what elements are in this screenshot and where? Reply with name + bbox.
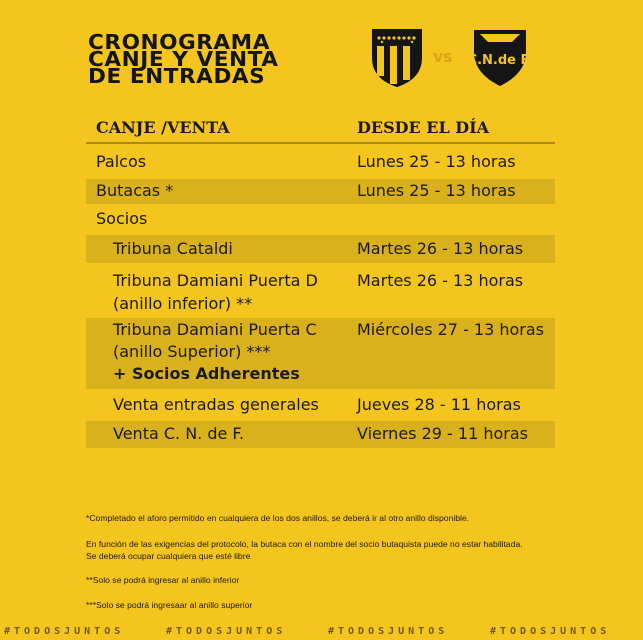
footnote: Se deberá ocupar cualquiera que esté libre	[86, 551, 251, 561]
row-label: Socios	[96, 209, 148, 228]
row-label: Tribuna Damiani Puerta C	[113, 320, 317, 339]
title-line-1: CRONOGRAMA	[88, 30, 270, 54]
table-row	[86, 318, 555, 389]
footnote: *Completado el aforo permitido en cualquiera de los dos anillos, se deberá ir al otro anillo disponible.	[86, 513, 470, 523]
table-row	[86, 235, 555, 263]
row-label: + Socios Adherentes	[113, 364, 300, 383]
row-label: Tribuna Damiani Puerta D	[113, 271, 318, 290]
title-line-3: DE ENTRADAS	[88, 64, 266, 88]
table-row	[86, 179, 555, 204]
table-header	[86, 112, 555, 144]
row-date: Miércoles 27 - 13 horas	[357, 320, 545, 339]
hashtag: #TODOSJUNTOS	[166, 626, 287, 637]
row-label: Venta entradas generales	[113, 395, 319, 414]
row-date: Lunes 25 - 13 horas	[357, 152, 516, 171]
hashtag: #TODOSJUNTOS	[328, 626, 449, 637]
header-canje-venta: CANJE /VENTA	[96, 118, 230, 137]
penarol-crest-icon	[371, 28, 423, 88]
hashtag: #TODOSJUNTOS	[4, 626, 125, 637]
row-label: Venta C. N. de F.	[113, 424, 245, 443]
row-date: Martes 26 - 13 horas	[357, 271, 524, 290]
row-date: Martes 26 - 13 horas	[357, 239, 524, 258]
row-date: Jueves 28 - 11 horas	[357, 395, 521, 414]
footnote: **Solo se podrá ingresar al anillo inferior	[86, 575, 240, 585]
title-line-2: CANJE Y VENTA	[88, 47, 279, 71]
hashtag: #TODOSJUNTOS	[490, 626, 611, 637]
row-label: Tribuna Cataldi	[113, 239, 233, 258]
footnote: En función de las exigencias del protocolo, la butaca con el nombre del socio butaquista puede no estar habilitada.	[86, 539, 523, 549]
hashtag-strip	[0, 624, 643, 640]
cnf-crest-text: C.N.de F.	[468, 53, 532, 68]
row-label: Butacas *	[96, 181, 174, 200]
row-label: Palcos	[96, 152, 147, 171]
row-date: Viernes 29 - 11 horas	[357, 424, 528, 443]
table-row	[86, 263, 555, 318]
row-label: (anillo Superior) ***	[113, 342, 271, 361]
schedule-table	[86, 112, 555, 448]
page-title	[88, 30, 279, 88]
row-label: (anillo inferior) **	[113, 294, 253, 313]
table-row	[86, 146, 555, 179]
versus-label: vs	[433, 47, 452, 66]
cnf-crest-icon	[468, 24, 532, 88]
header-desde-el-dia: DESDE EL DÍA	[357, 118, 490, 137]
table-row	[86, 204, 555, 235]
row-date: Lunes 25 - 13 horas	[357, 181, 516, 200]
table-row	[86, 389, 555, 421]
footnote: ***Solo se podrá ingresaar al anillo superior	[86, 600, 253, 610]
table-row	[86, 421, 555, 448]
